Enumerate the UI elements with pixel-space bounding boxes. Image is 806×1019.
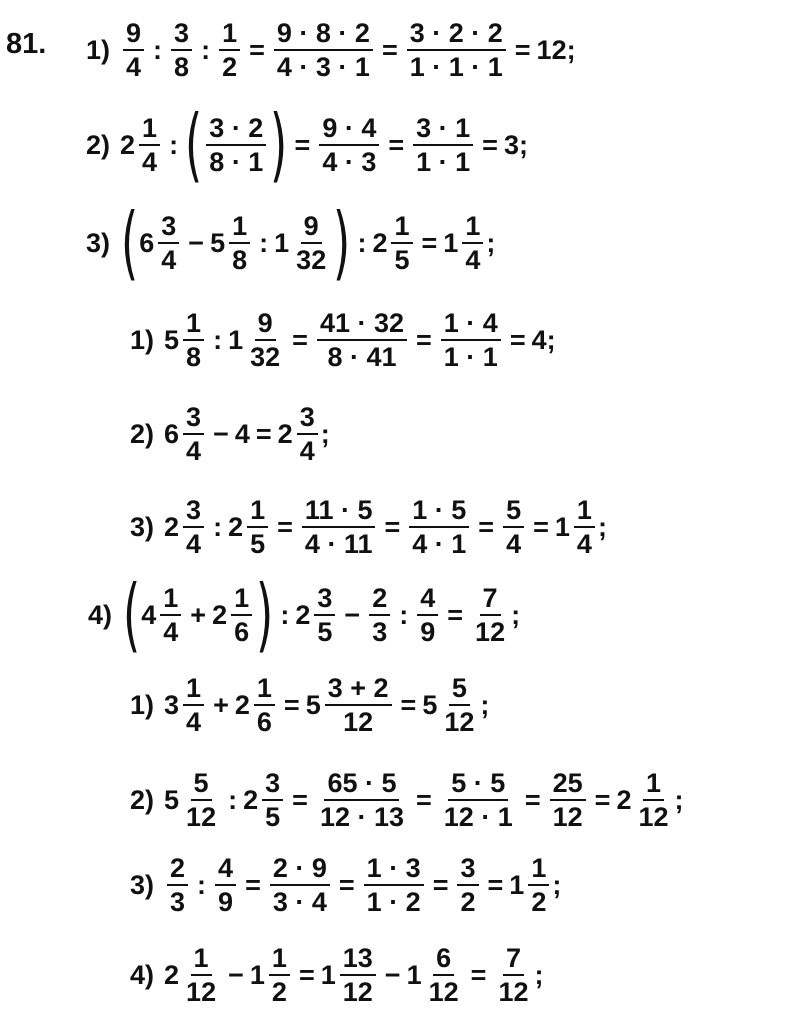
operator: : <box>197 870 206 901</box>
fraction <box>229 210 250 276</box>
numerator: 9 <box>301 210 322 244</box>
denominator: 4 <box>503 528 524 560</box>
numerator: 3 · 2 <box>206 112 266 146</box>
solution-line-2 <box>86 105 528 185</box>
numerator: 7 <box>480 582 501 616</box>
denominator: 4 <box>139 146 160 178</box>
numerator: 5 · 5 <box>448 767 508 801</box>
fraction <box>472 582 508 648</box>
item-label: 4) <box>88 600 112 631</box>
result-text: ; <box>511 600 520 631</box>
result-text: ; <box>321 419 330 450</box>
numerator: 6 <box>433 942 454 976</box>
whole-part: 1 <box>443 228 458 259</box>
numerator: 3 + 2 <box>325 672 392 706</box>
result-text: 4 <box>235 419 250 450</box>
numerator: 3 <box>183 401 204 435</box>
fraction <box>369 582 390 648</box>
item-label: 3) <box>86 228 110 259</box>
fraction <box>183 401 204 467</box>
fraction <box>302 494 376 560</box>
fraction <box>123 17 144 83</box>
numerator: 1 <box>191 942 212 976</box>
operator: = <box>249 35 265 66</box>
whole-part: 2 <box>235 690 250 721</box>
numerator: 3 <box>457 852 478 886</box>
result-text: ; <box>480 690 489 721</box>
whole-part: 1 <box>228 325 243 356</box>
fraction <box>158 210 179 276</box>
denominator: 3 · 4 <box>270 886 330 918</box>
denominator: 4 <box>297 435 318 467</box>
whole-part: 5 <box>210 228 225 259</box>
fraction <box>293 210 329 276</box>
numerator: 1 <box>391 210 412 244</box>
operator: : <box>259 228 268 259</box>
numerator: 1 <box>183 307 204 341</box>
numerator: 11 · 5 <box>302 494 376 528</box>
numerator: 1 <box>183 672 204 706</box>
solution-line-1 <box>86 10 576 90</box>
whole-part: 5 <box>164 325 179 356</box>
numerator: 3 <box>314 582 335 616</box>
fraction <box>364 852 424 918</box>
numerator: 1 · 3 <box>364 852 424 886</box>
numerator: 4 <box>417 582 438 616</box>
item-label: 3) <box>130 512 154 543</box>
whole-part: 2 <box>164 512 179 543</box>
operator: = <box>422 228 438 259</box>
denominator: 12 <box>183 801 219 833</box>
denominator: 4 <box>123 51 144 83</box>
numerator: 2 <box>369 582 390 616</box>
whole-part: 3 <box>164 690 179 721</box>
operator: = <box>295 130 311 161</box>
denominator: 12 <box>441 706 477 738</box>
whole-part: 2 <box>164 960 179 991</box>
denominator: 1 · 1 · 1 <box>407 51 506 83</box>
numerator: 1 <box>462 210 483 244</box>
fraction <box>457 852 478 918</box>
operator: = <box>401 690 417 721</box>
fraction <box>262 767 283 833</box>
numerator: 1 <box>254 672 275 706</box>
operator: = <box>533 512 549 543</box>
operator: + <box>190 600 206 631</box>
operator: = <box>488 870 504 901</box>
operator: : <box>213 325 222 356</box>
fraction <box>391 210 412 276</box>
operator: = <box>292 785 308 816</box>
fraction <box>409 494 469 560</box>
denominator: 2 <box>269 976 290 1008</box>
operator: = <box>510 325 526 356</box>
fraction <box>426 942 462 1008</box>
fraction <box>183 672 204 738</box>
whole-part: 1 <box>250 960 265 991</box>
whole-part: 2 <box>616 785 631 816</box>
operator: = <box>292 325 308 356</box>
numerator: 5 <box>503 494 524 528</box>
operator: + <box>213 690 229 721</box>
operator: = <box>299 960 315 991</box>
fraction <box>317 767 407 833</box>
solution-line-4-step-4 <box>130 935 543 1015</box>
denominator: 5 <box>262 801 283 833</box>
numerator: 3 · 2 · 2 <box>407 17 506 51</box>
fraction <box>503 494 524 560</box>
denominator: 3 <box>167 886 188 918</box>
fraction <box>528 852 549 918</box>
numerator: 7 <box>503 942 524 976</box>
numerator: 2 · 9 <box>270 852 330 886</box>
denominator: 5 <box>247 528 268 560</box>
operator: − <box>228 960 244 991</box>
numerator: 1 <box>247 494 268 528</box>
whole-part: 1 <box>509 870 524 901</box>
fraction <box>407 17 506 83</box>
fraction <box>247 307 283 373</box>
item-label: 2) <box>86 130 110 161</box>
denominator: 8 · 1 <box>206 146 266 178</box>
operator: = <box>416 325 432 356</box>
denominator: 12 <box>340 706 376 738</box>
fraction <box>270 852 330 918</box>
fraction <box>317 307 407 373</box>
operator: = <box>478 512 494 543</box>
parenthesis: ( <box>121 203 138 283</box>
numerator: 9 <box>255 307 276 341</box>
denominator: 4 <box>462 244 483 276</box>
operator: : <box>228 785 237 816</box>
fraction <box>139 112 160 178</box>
fraction <box>183 942 219 1008</box>
denominator: 12 <box>550 801 586 833</box>
result-text: ; <box>534 960 543 991</box>
item-label: 1) <box>130 690 154 721</box>
operator: = <box>595 785 611 816</box>
denominator: 32 <box>293 244 329 276</box>
result-text: ; <box>598 512 607 543</box>
operator: = <box>384 512 400 543</box>
denominator: 9 <box>417 616 438 648</box>
whole-part: 5 <box>164 785 179 816</box>
fraction <box>635 767 671 833</box>
numerator: 3 <box>297 401 318 435</box>
fraction <box>319 112 379 178</box>
numerator: 25 <box>550 767 586 801</box>
item-label: 3) <box>130 870 154 901</box>
fraction <box>441 767 516 833</box>
fraction <box>183 494 204 560</box>
operator: : <box>213 512 222 543</box>
item-label: 2) <box>130 785 154 816</box>
whole-part: 5 <box>422 690 437 721</box>
denominator: 12 <box>183 976 219 1008</box>
numerator: 1 · 4 <box>441 307 501 341</box>
operator: = <box>416 785 432 816</box>
denominator: 5 <box>391 244 412 276</box>
numerator: 1 · 5 <box>409 494 469 528</box>
operator: = <box>525 785 541 816</box>
operator: = <box>482 130 498 161</box>
fraction <box>413 112 473 178</box>
numerator: 2 <box>167 852 188 886</box>
item-label: 1) <box>86 35 110 66</box>
numerator: 5 <box>449 672 470 706</box>
numerator: 4 <box>215 852 236 886</box>
numerator: 3 <box>183 494 204 528</box>
fraction <box>247 494 268 560</box>
denominator: 2 <box>528 886 549 918</box>
denominator: 2 <box>457 886 478 918</box>
numerator: 3 <box>158 210 179 244</box>
whole-part: 2 <box>278 419 293 450</box>
fraction <box>274 17 373 83</box>
whole-part: 2 <box>120 130 135 161</box>
result-text: ; <box>552 870 561 901</box>
numerator: 9 <box>123 17 144 51</box>
operator: = <box>339 870 355 901</box>
numerator: 1 <box>219 17 240 51</box>
solution-line-4-step-3 <box>130 845 561 925</box>
fraction <box>574 494 595 560</box>
fraction <box>495 942 531 1008</box>
numerator: 3 <box>171 17 192 51</box>
fraction <box>325 672 392 738</box>
operator: = <box>515 35 531 66</box>
item-label: 4) <box>130 960 154 991</box>
result-text: 3; <box>504 130 528 161</box>
whole-part: 6 <box>139 228 154 259</box>
denominator: 6 <box>231 616 252 648</box>
fraction <box>441 307 501 373</box>
operator: = <box>447 600 463 631</box>
fraction <box>206 112 266 178</box>
result-text: ; <box>675 785 684 816</box>
parenthesis: ( <box>123 575 140 655</box>
operator: = <box>284 690 300 721</box>
fraction <box>183 307 204 373</box>
numerator: 3 · 1 <box>413 112 473 146</box>
numerator: 13 <box>340 942 376 976</box>
solution-line-3 <box>86 203 495 283</box>
whole-part: 4 <box>141 600 156 631</box>
denominator: 8 <box>229 244 250 276</box>
operator: = <box>471 960 487 991</box>
whole-part: 2 <box>243 785 258 816</box>
item-label: 1) <box>130 325 154 356</box>
denominator: 4 · 1 <box>409 528 469 560</box>
denominator: 2 <box>219 51 240 83</box>
whole-part: 1 <box>274 228 289 259</box>
denominator: 12 <box>472 616 508 648</box>
operator: : <box>280 600 289 631</box>
parenthesis: ) <box>256 575 273 655</box>
denominator: 8 <box>171 51 192 83</box>
denominator: 12 <box>426 976 462 1008</box>
denominator: 6 <box>254 706 275 738</box>
parenthesis: ( <box>185 105 202 185</box>
numerator: 1 <box>139 112 160 146</box>
operator: = <box>245 870 261 901</box>
whole-part: 2 <box>372 228 387 259</box>
denominator: 4 · 3 <box>319 146 379 178</box>
denominator: 9 <box>215 886 236 918</box>
denominator: 4 · 11 <box>302 528 376 560</box>
whole-part: 1 <box>321 960 336 991</box>
operator: − <box>188 228 204 259</box>
denominator: 4 <box>160 616 181 648</box>
fraction <box>160 582 181 648</box>
fraction <box>231 582 252 648</box>
operator: : <box>169 130 178 161</box>
numerator: 5 <box>191 767 212 801</box>
numerator: 41 · 32 <box>317 307 407 341</box>
numerator: 1 <box>231 582 252 616</box>
fraction <box>254 672 275 738</box>
fraction <box>215 852 236 918</box>
fraction <box>550 767 586 833</box>
whole-part: 2 <box>228 512 243 543</box>
fraction <box>171 17 192 83</box>
whole-part: 6 <box>164 419 179 450</box>
fraction <box>314 582 335 648</box>
parenthesis: ) <box>333 203 350 283</box>
fraction <box>219 17 240 83</box>
operator: = <box>277 512 293 543</box>
denominator: 12 <box>495 976 531 1008</box>
denominator: 4 · 3 · 1 <box>274 51 373 83</box>
solution-line-3-step-2 <box>130 394 330 474</box>
denominator: 4 <box>183 435 204 467</box>
operator: = <box>256 419 272 450</box>
denominator: 1 · 1 <box>441 341 501 373</box>
solution-line-3-step-3 <box>130 487 607 567</box>
operator: : <box>201 35 210 66</box>
fraction <box>167 852 188 918</box>
solution-line-3-step-1 <box>130 300 556 380</box>
denominator: 8 · 41 <box>324 341 399 373</box>
operator: = <box>433 870 449 901</box>
numerator: 9 · 4 <box>319 112 379 146</box>
whole-part: 2 <box>212 600 227 631</box>
operator: − <box>213 419 229 450</box>
operator: = <box>388 130 404 161</box>
item-label: 2) <box>130 419 154 450</box>
numerator: 1 <box>269 942 290 976</box>
denominator: 1 · 2 <box>364 886 424 918</box>
solution-line-4 <box>88 575 520 655</box>
whole-part: 2 <box>295 600 310 631</box>
denominator: 4 <box>158 244 179 276</box>
denominator: 12 <box>635 801 671 833</box>
denominator: 4 <box>574 528 595 560</box>
denominator: 8 <box>183 341 204 373</box>
denominator: 4 <box>183 706 204 738</box>
solution-line-4-step-1 <box>130 665 489 745</box>
operator: − <box>385 960 401 991</box>
denominator: 3 <box>369 616 390 648</box>
fraction <box>441 672 477 738</box>
numerator: 9 · 8 · 2 <box>274 17 373 51</box>
denominator: 12 · 13 <box>317 801 407 833</box>
numerator: 65 · 5 <box>324 767 399 801</box>
numerator: 1 <box>574 494 595 528</box>
result-text: 12; <box>537 35 576 66</box>
denominator: 1 · 1 <box>413 146 473 178</box>
result-text: ; <box>486 228 495 259</box>
fraction <box>340 942 376 1008</box>
denominator: 12 · 1 <box>441 801 516 833</box>
whole-part: 1 <box>555 512 570 543</box>
parenthesis: ) <box>270 105 287 185</box>
denominator: 5 <box>314 616 335 648</box>
fraction <box>269 942 290 1008</box>
fraction <box>417 582 438 648</box>
whole-part: 1 <box>407 960 422 991</box>
denominator: 4 <box>183 528 204 560</box>
operator: : <box>399 600 408 631</box>
numerator: 1 <box>160 582 181 616</box>
numerator: 1 <box>528 852 549 886</box>
fraction <box>183 767 219 833</box>
numerator: 1 <box>643 767 664 801</box>
denominator: 12 <box>340 976 376 1008</box>
operator: : <box>357 228 366 259</box>
numerator: 1 <box>229 210 250 244</box>
denominator: 32 <box>247 341 283 373</box>
problem-number: 81. <box>6 28 46 61</box>
solution-line-4-step-2 <box>130 760 684 840</box>
operator: : <box>153 35 162 66</box>
fraction <box>462 210 483 276</box>
numerator: 3 <box>262 767 283 801</box>
operator: − <box>344 600 360 631</box>
whole-part: 5 <box>306 690 321 721</box>
fraction <box>297 401 318 467</box>
result-text: 4; <box>532 325 556 356</box>
operator: = <box>382 35 398 66</box>
